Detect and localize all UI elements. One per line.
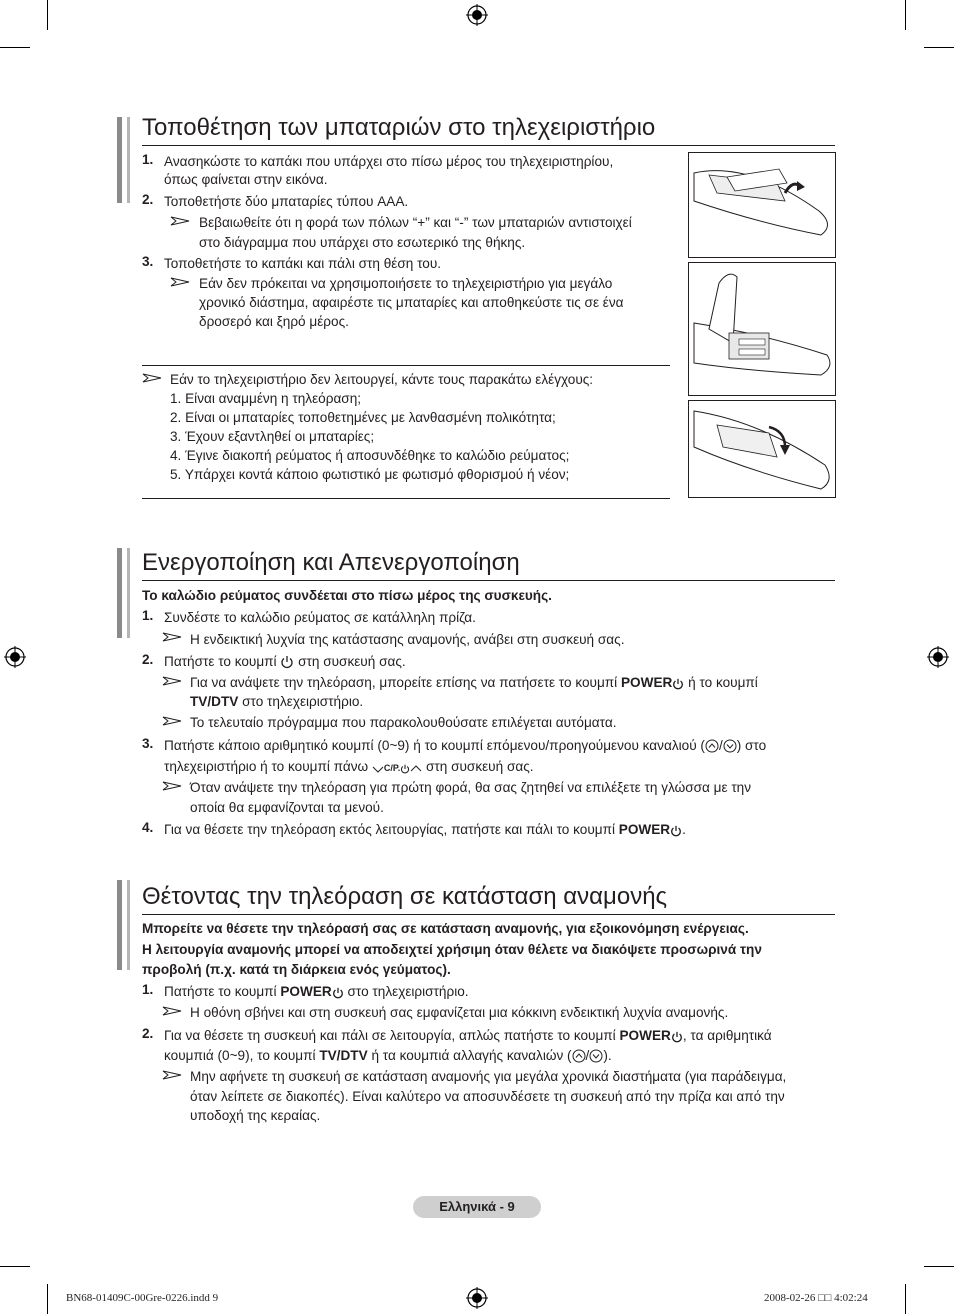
step-text: Πατήστε κάποιο αριθμητικό κουμπί (0~9) ή το κουμπί επόμενου/προηγούμενου καναλιού ( / ) στο <box>164 738 767 753</box>
power-icon <box>280 655 294 669</box>
step-text: Τοποθετήστε το καπάκι και πάλι στη θέση του. <box>164 256 442 271</box>
step-text <box>164 757 534 778</box>
power-icon <box>671 1031 683 1043</box>
check-item: 5. Υπάρχει κοντά κάποιο φωτιστικό με φωτισμό φθορισμού ή νέον; <box>170 467 570 482</box>
chevron-down-icon <box>372 764 384 774</box>
step-number: 2. <box>142 192 154 207</box>
crop-mark <box>47 1284 48 1314</box>
channel-up-icon <box>572 1049 586 1063</box>
tvdtv-label: TV/DTV <box>190 694 239 709</box>
registration-mark-icon <box>4 646 26 668</box>
step-text: Για να θέσετε την τηλεόραση εκτός λειτουργίας, πατήστε και πάλι το κουμπί POWER . <box>164 822 686 837</box>
step-number: 2. <box>142 1026 154 1041</box>
section-intro: Η λειτουργία αναμονής μπορεί να αποδειχτεί χρήσιμη όταν θέλετε να διακόψετε προσωρινά την <box>142 942 762 957</box>
section-intro: Το καλώδιο ρεύματος συνδέεται στο πίσω μέρος της συσκευής. <box>142 588 552 603</box>
step-text: Συνδέστε το καλώδιο ρεύματος σε κατάλληλη πρίζα. <box>164 610 476 625</box>
note-text: όταν λείπετε σε διακοπές). Είναι καλύτερο να αποσυνδέσετε τη συσκευή από την πρίζα και από την <box>190 1089 785 1104</box>
step-number: 3. <box>142 736 154 751</box>
note-box-bottom <box>142 498 670 499</box>
crop-mark <box>924 1266 954 1267</box>
step-text-part: τηλεχειριστήριο ή το κουμπί πάνω <box>164 759 369 774</box>
registration-mark-icon <box>466 1287 488 1309</box>
section-bar <box>117 548 122 638</box>
title-rule <box>142 145 835 146</box>
power-label: POWER <box>280 984 332 999</box>
step-number: 2. <box>142 652 154 667</box>
section-intro: Μπορείτε να θέσετε την τηλεόρασή σας σε κατάσταση αναμονής, για εξοικονόμηση ενέργειας. <box>142 921 749 936</box>
step-text: όπως φαίνεται στην εικόνα. <box>164 172 328 187</box>
power-icon <box>332 987 344 999</box>
title-rule <box>142 580 835 581</box>
power-icon <box>672 678 684 690</box>
section-bar <box>117 880 122 970</box>
step-text-part: στο τηλεχειριστήριο. <box>347 984 469 999</box>
crop-mark <box>905 0 906 30</box>
cp-label: C/P. <box>383 763 401 773</box>
step-text: κουμπιά (0~9), το κουμπί TV/DTV ή τα κουμπιά αλλαγής καναλιών ( / ). <box>164 1048 612 1063</box>
power-label: POWER <box>618 822 671 837</box>
step-number: 4. <box>142 820 154 835</box>
section-title-power: Ενεργοποίηση και Απενεργοποίηση <box>142 549 520 576</box>
note-text: χρονικό διάστημα, αφαιρέστε τις μπαταρίες και αποθηκεύστε τις σε ένα <box>199 295 624 310</box>
power-icon <box>400 764 410 774</box>
step-text-part: Πατήστε κάποιο αριθμητικό κουμπί (0~9) ή το κουμπί επόμενου/προηγούμενου καναλιού ( <box>164 738 705 753</box>
note-arrow-icon <box>162 1006 182 1016</box>
print-slug-file: BN68-01409C-00Gre-0226.indd 9 <box>66 1292 219 1304</box>
check-item: 4. Έγινε διακοπή ρεύματος ή αποσυνδέθηκε το καλώδιο ρεύματος; <box>170 448 570 463</box>
note-text: Εάν δεν πρόκειται να χρησιμοποιήσετε το τηλεχειριστήριο για μεγάλο <box>199 276 613 291</box>
section-title-standby: Θέτοντας την τηλεόραση σε κατάσταση αναμονής <box>142 883 668 910</box>
crop-mark <box>0 1266 30 1267</box>
section-title-batteries: Τοποθέτηση των μπαταριών στο τηλεχειριστήριο <box>142 114 656 141</box>
step-number: 1. <box>142 152 154 167</box>
note-text-part: στο τηλεχειριστήριο. <box>242 694 364 709</box>
note-text: Βεβαιωθείτε ότι η φορά των πόλων “+” και “-” των μπαταριών αντιστοιχεί <box>199 215 632 230</box>
note-text: οποία θα εμφανίζονται τα μενού. <box>190 800 384 815</box>
section-bar <box>127 548 130 638</box>
step-text-part: , τα αριθμητικά <box>682 1028 772 1043</box>
crop-mark <box>0 47 30 48</box>
step-text: Τοποθετήστε δύο μπαταρίες τύπου AAA. <box>164 194 409 209</box>
note-text: Όταν ανάψετε την τηλεόραση για πρώτη φορά, θα σας ζητηθεί να επιλέξετε τη γλώσσα με την <box>190 780 752 795</box>
note-text: στο διάγραμμα που υπάρχει στο εσωτερικό της θήκης. <box>199 235 526 250</box>
power-icon <box>670 825 682 837</box>
section-intro: προβολή (π.χ. κατά τη διάρκεια ενός γεύματος). <box>142 962 451 977</box>
note-arrow-icon <box>162 716 182 726</box>
note-text: δροσερό και ξηρό μέρος. <box>199 314 349 329</box>
section-bar <box>117 117 122 203</box>
note-arrow-icon <box>162 781 182 791</box>
note-text: Η ενδεικτική λυχνία της κατάστασης αναμονής, ανάβει στη συσκευή σας. <box>190 632 625 647</box>
power-label: POWER <box>620 675 673 690</box>
step-text-part: ή τα κουμπιά αλλαγής καναλιών ( <box>371 1048 572 1063</box>
note-arrow-icon <box>162 632 182 642</box>
crop-mark <box>905 1284 906 1314</box>
title-rule <box>142 914 835 915</box>
note-text-part: Για να ανάψετε την τηλεόραση, μπορείτε επίσης να πατήσετε το κουμπί <box>190 675 618 690</box>
note-text: Μην αφήνετε τη συσκευή σε κατάσταση αναμονής για μεγάλα χρονικά διαστήματα (για παράδειγμα, <box>190 1069 787 1084</box>
note-text <box>190 673 758 692</box>
check-item: 2. Είναι οι μπαταρίες τοποθετημένες με λανθασμένη πολικότητα; <box>170 410 556 425</box>
note-text: Το τελευταίο πρόγραμμα που παρακολουθούσατε επιλέγεται αυτόματα. <box>190 715 617 730</box>
note-arrow-icon <box>170 277 190 287</box>
channel-down-icon <box>589 1049 603 1063</box>
note-arrow-icon <box>162 676 182 686</box>
channel-down-icon <box>723 739 737 753</box>
print-slug-date: 2008-02-26 □□ 4:02:24 <box>764 1292 868 1304</box>
step-text-part: Πατήστε το κουμπί <box>164 984 277 999</box>
remote-illustration-open-cover <box>688 152 836 258</box>
chevron-up-icon <box>410 764 422 774</box>
note-arrow-icon <box>170 216 190 226</box>
note-text <box>190 692 363 711</box>
remote-illustration-insert-batteries <box>688 262 836 396</box>
step-text-part: Για να θέσετε τη συσκευή και πάλι σε λειτουργία, απλώς πατήστε το κουμπί <box>164 1028 616 1043</box>
check-item: 3. Έχουν εξαντληθεί οι μπαταρίες; <box>170 429 375 444</box>
registration-mark-icon <box>927 646 949 668</box>
step-text-part: Για να θέσετε την τηλεόραση εκτός λειτουργίας, πατήστε και πάλι το κουμπί <box>164 822 615 837</box>
step-number: 1. <box>142 982 154 997</box>
power-label: POWER <box>619 1028 671 1043</box>
step-text-part: κουμπιά (0~9), το κουμπί <box>164 1048 316 1063</box>
section-bar <box>127 880 130 970</box>
step-number: 1. <box>142 608 154 623</box>
note-arrow-icon <box>142 373 162 383</box>
step-number: 3. <box>142 254 154 269</box>
note-text: Η οθόνη σβήνει και στη συσκευή σας εμφανίζεται μια κόκκινη ενδεικτική λυχνία αναμονής. <box>190 1005 729 1020</box>
page-number-badge: Ελληνικά - 9 <box>413 1196 541 1218</box>
registration-mark-icon <box>466 4 488 26</box>
note-text: υποδοχή της κεραίας. <box>190 1108 321 1123</box>
check-item: 1. Είναι αναμμένη η τηλεόραση; <box>170 391 362 406</box>
crop-mark <box>924 47 954 48</box>
step-text <box>164 1026 772 1045</box>
step-text-part: στη συσκευή σας. <box>426 759 534 774</box>
remote-illustration-close-cover <box>688 400 836 498</box>
step-text <box>164 982 469 1001</box>
step-text: Ανασηκώστε το καπάκι που υπάρχει στο πίσω μέρος του τηλεχειριστηρίου, <box>164 154 614 169</box>
note-text: Εάν το τηλεχειριστήριο δεν λειτουργεί, κάντε τους παρακάτω ελέγχους: <box>170 372 594 387</box>
crop-mark <box>47 0 48 30</box>
note-text-part: ή το κουμπί <box>688 675 758 690</box>
tvdtv-label: TV/DTV <box>319 1048 368 1063</box>
step-text-part: ). <box>603 1048 612 1063</box>
step-text <box>164 652 406 671</box>
step-text-part: ) στο <box>736 738 767 753</box>
note-box-top <box>142 365 670 366</box>
step-text-part: Πατήστε το κουμπί <box>164 654 277 669</box>
note-arrow-icon <box>162 1070 182 1080</box>
section-bar <box>127 117 130 203</box>
step-text-part: στη συσκευή σας. <box>298 654 406 669</box>
channel-up-icon <box>705 739 719 753</box>
